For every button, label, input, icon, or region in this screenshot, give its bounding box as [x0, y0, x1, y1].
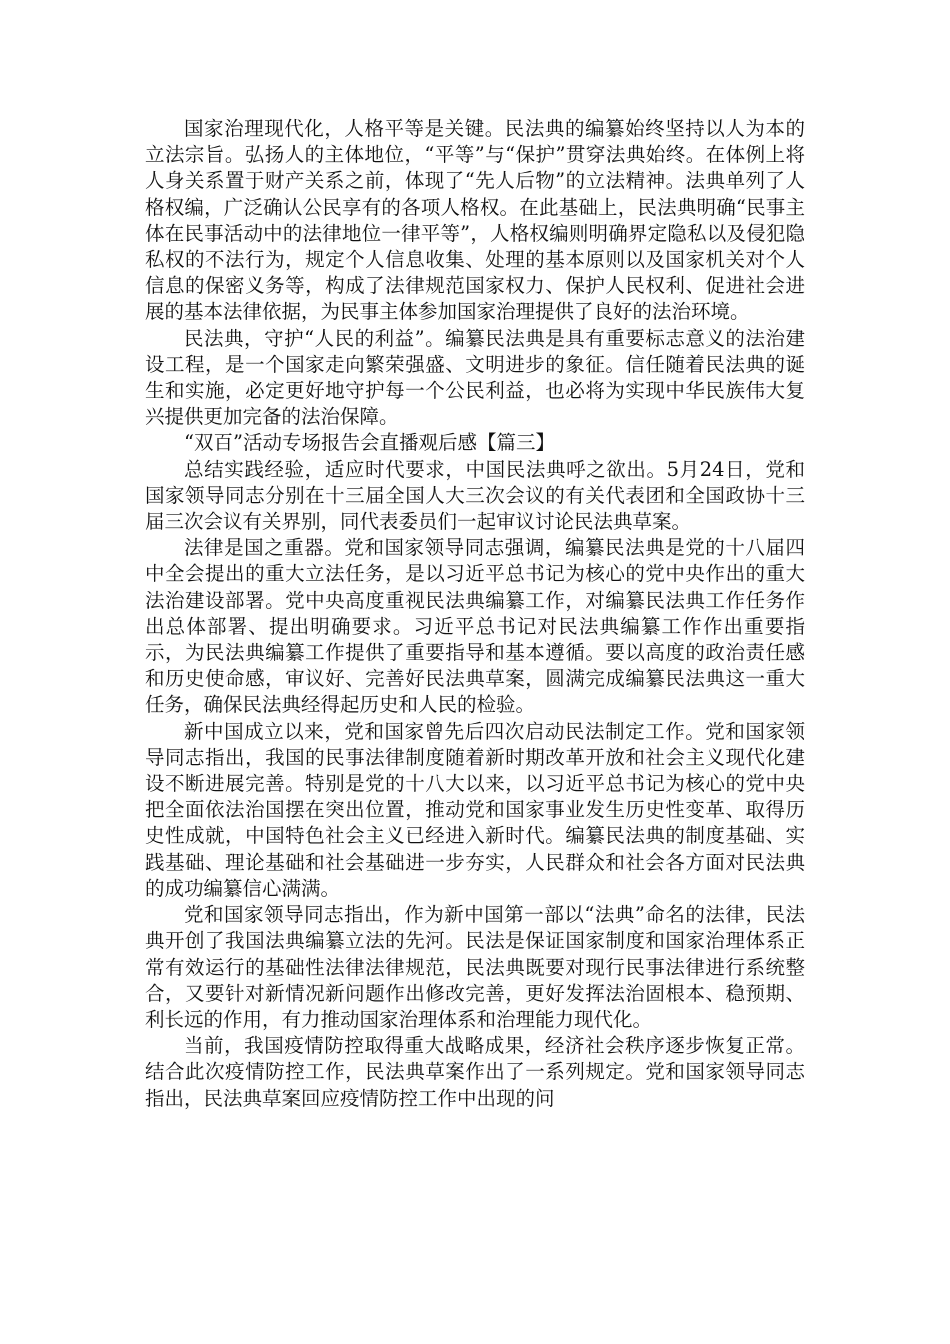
paragraph: 法律是国之重器。党和国家领导同志强调，编纂民法典是党的十八届四中全会提出的重大立法任务，是以习近平总书记为核心的党中央作出的重大法治建设部署。党中央高度重视民法典编纂工作，对编纂民法典工作任务作出总体部署、提出明确要求。习近平总书记对民法典编纂工作作出重要指示，为民法典编纂工作提供了重要指导和基本遵循。要以高度的政治责任感和历史使命感，审议好、完善好民法典草案，圆满完成编纂民法典这一重大任务，确保民法典经得起历史和人民的检验。	[145, 536, 805, 717]
paragraph: 总结实践经验，适应时代要求，中国民法典呼之欲出。5月24日，党和国家领导同志分别在十三届全国人大三次会议的有关代表团和全国政协十三届三次会议有关界别，同代表委员们一起审议讨论民法典草案。	[145, 457, 805, 534]
paragraph: 民法典，守护“人民的利益”。编纂民法典是具有重要标志意义的法治建设工程，是一个国家走向繁荣强盛、文明进步的象征。信任随着民法典的诞生和实施，必定更好地守护每一个公民利益，也必将为实现中华民族伟大复兴提供更加完备的法治保障。	[145, 326, 805, 429]
paragraph: 新中国成立以来，党和国家曾先后四次启动民法制定工作。党和国家领导同志指出，我国的民事法律制度随着新时期改革开放和社会主义现代化建设不断进展完善。特别是党的十八大以来，以习近平总书记为核心的党中央把全面依法治国摆在突出位置，推动党和国家事业发生历史性变革、取得历史性成就，中国特色社会主义已经进入新时代。编纂民法典的制度基础、实践基础、理论基础和社会基础进一步夯实，人民群众和社会各方面对民法典的成功编纂信心满满。	[145, 719, 805, 900]
paragraph: 国家治理现代化，人格平等是关键。民法典的编纂始终坚持以人为本的立法宗旨。弘扬人的主体地位，“平等”与“保护”贯穿法典始终。在体例上将人身关系置于财产关系之前，体现了“先人后物”的立法精神。法典单列了人格权编，广泛确认公民享有的各项人格权。在此基础上，民法典明确“民事主体在民事活动中的法律地位一律平等”，人格权编则明确界定隐私以及侵犯隐私权的不法行为，规定个人信息收集、处理的基本原则以及国家机关对个人信息的保密义务等，构成了法律规范国家权力、保护人民权利、促进社会进展的基本法律依据，为民事主体参加国家治理提供了良好的法治环境。	[145, 117, 805, 324]
section-heading: “双百”活动专场报告会直播观后感【篇三】	[184, 431, 555, 455]
document-page	[145, 116, 805, 1112]
paragraph: 当前，我国疫情防控取得重大战略成果，经济社会秩序逐步恢复正常。结合此次疫情防控工作，民法典草案作出了一系列规定。党和国家领导同志指出，民法典草案回应疫情防控工作中出现的问	[145, 1034, 805, 1110]
paragraph: 党和国家领导同志指出，作为新中国第一部以“法典”命名的法律，民法典开创了我国法典编纂立法的先河。民法是保证国家制度和国家治理体系正常有效运行的基础性法律法律规范，民法典既要对现行民事法律进行系统整合，又要针对新情况新问题作出修改完善，更好发挥法治固根本、稳预期、利长远的作用，有力推动国家治理体系和治理能力现代化。	[145, 903, 805, 1031]
